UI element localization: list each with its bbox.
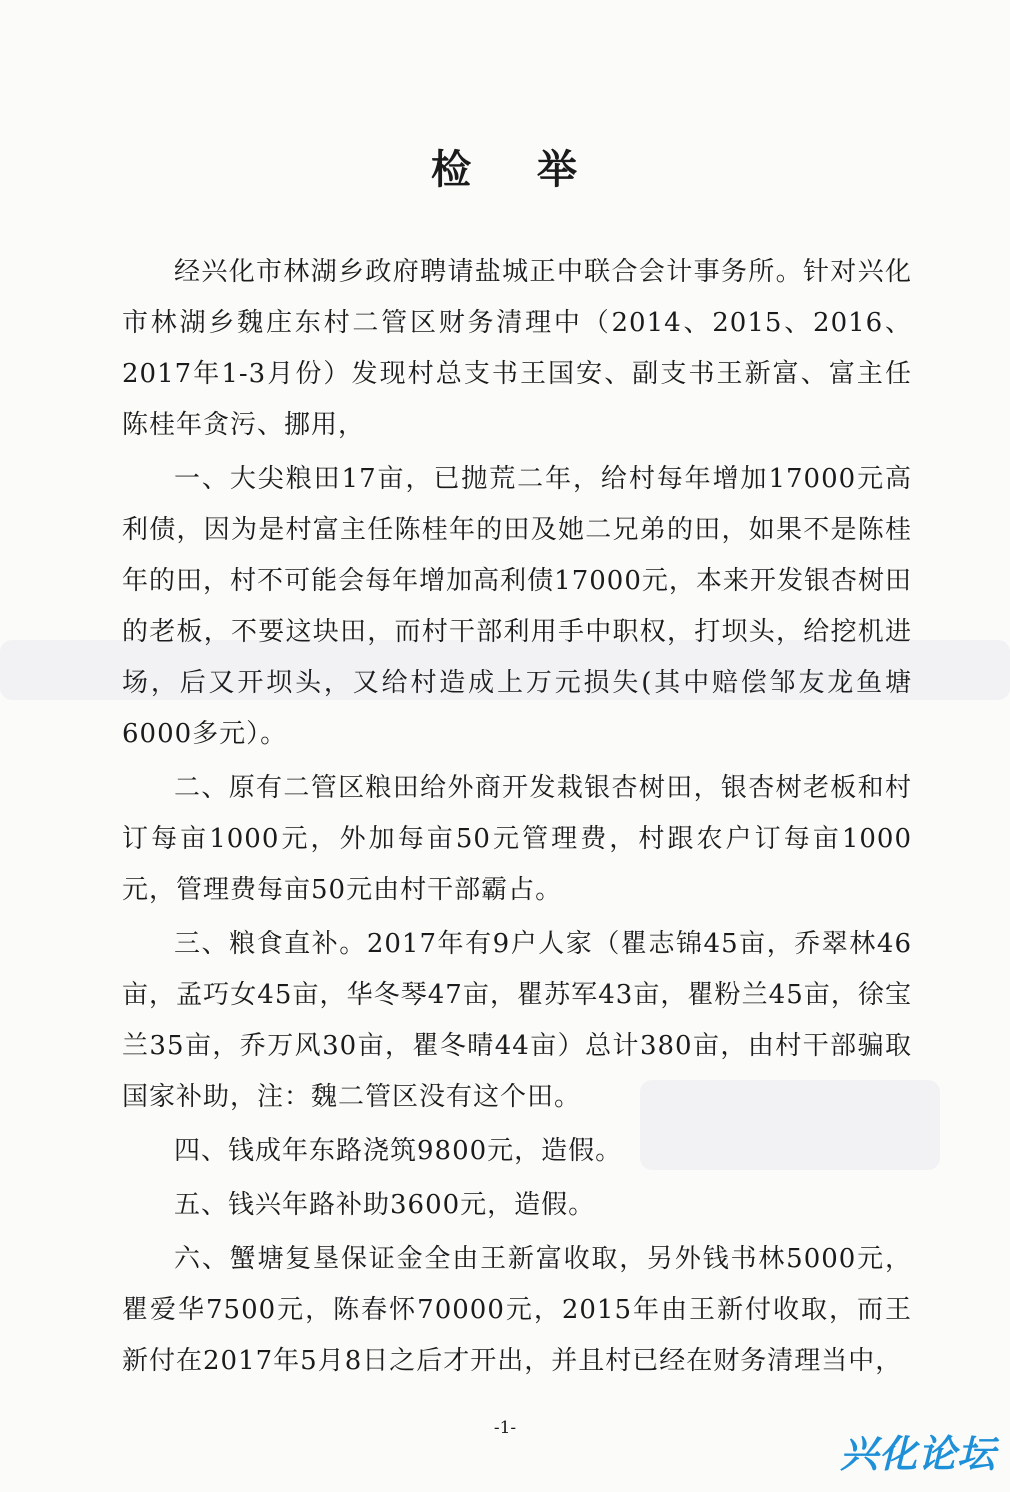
item-paragraph: 三、粮食直补。2017年有9户人家（瞿志锦45亩，乔翠林46亩，孟巧女45亩，华冬琴47亩，瞿苏军43亩，瞿粉兰45亩，徐宝兰35亩，乔万风30亩，瞿冬晴44亩）总计380亩，由村干部骗取国家补助，注：魏二管区没有这个田。 — [122, 929, 912, 1112]
item-paragraph: 一、大尖粮田17亩，已抛荒二年，给村每年增加17000元高利债，因为是村富主任陈桂年的田及她二兄弟的田，如果不是陈桂年的田，村不可能会每年增加高利债17000元，本来开发银杏树田的老板，不要这块田，而村干部利用手中职权，打坝头，给挖机进场，后又开坝头，又给村造成上万元损失(其中赔偿邹友龙鱼塘6000多元）。 — [122, 464, 912, 749]
forum-watermark: 兴化论坛 — [839, 1432, 996, 1476]
title-char: 举 — [537, 146, 579, 193]
page-number: -1- — [493, 1418, 517, 1438]
title-char: 检 — [431, 146, 473, 193]
item-paragraph: 五、钱兴年路补助3600元，造假。 — [174, 1190, 596, 1220]
intro-paragraph: 经兴化市林湖乡政府聘请盐城正中联合会计事务所。针对兴化市林湖乡魏庄东村二管区财务清理中（2014、2015、2016、2017年1-3月份）发现村总支书王国安、副支书王新富、富主任陈桂年贪污、挪用， — [122, 257, 912, 440]
document-body — [122, 247, 912, 1390]
item-paragraph: 二、原有二管区粮田给外商开发栽银杏树田，银杏树老板和村订每亩1000元，外加每亩50元管理费，村跟农户订每亩1000元，管理费每亩50元由村干部霸占。 — [122, 773, 912, 905]
item-paragraph: 四、钱成年东路浇筑9800元，造假。 — [174, 1136, 623, 1166]
document-title — [0, 138, 1010, 195]
item-paragraph: 六、蟹塘复垦保证金全由王新富收取，另外钱书林5000元，瞿爱华7500元，陈春怀70000元，2015年由王新付收取，而王新付在2017年5月8日之后才开出，并且村已经在财务清理当中， — [122, 1244, 912, 1376]
